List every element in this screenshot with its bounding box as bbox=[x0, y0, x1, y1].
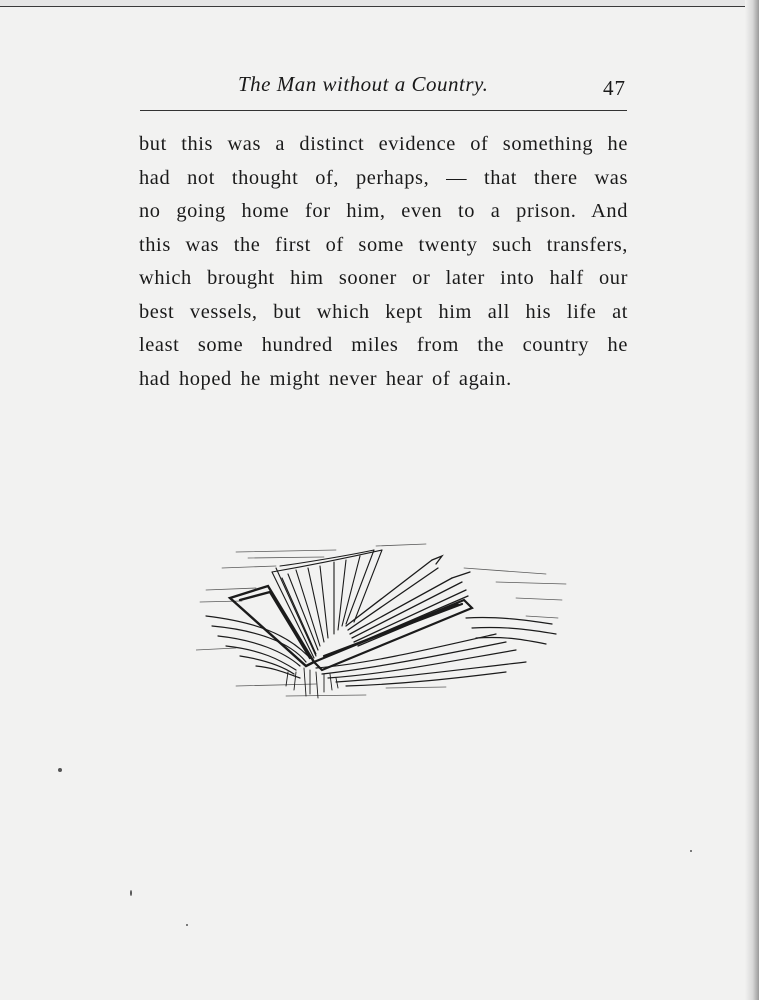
paper-speck bbox=[130, 890, 132, 896]
paper-speck bbox=[186, 924, 188, 926]
page-gutter-shadow bbox=[745, 0, 759, 1000]
running-title: The Man without a Country. bbox=[238, 72, 489, 96]
running-head bbox=[0, 70, 759, 106]
header-rule bbox=[140, 110, 627, 111]
text-line: no going home for him, even to a prison. And bbox=[139, 200, 628, 222]
text-line: had not thought of, perhaps, — that there was bbox=[139, 166, 628, 189]
body-paragraph bbox=[139, 128, 628, 396]
text-line: this was the first of some twenty such transfers, bbox=[139, 233, 628, 256]
text-line: least some hundred miles from the country he bbox=[139, 334, 628, 356]
text-line: which brought him sooner or later into half our bbox=[139, 267, 628, 289]
top-edge-rule bbox=[0, 0, 759, 7]
text-line: had hoped he might never hear of again. bbox=[139, 367, 512, 390]
text-line: but this was a distinct evidence of something he bbox=[139, 133, 628, 155]
paper-speck bbox=[690, 850, 692, 852]
open-book-floating-on-water-icon bbox=[196, 538, 572, 704]
paper-speck bbox=[58, 768, 62, 772]
page-number: 47 bbox=[603, 76, 626, 100]
text-line: best vessels, but which kept him all his life at bbox=[139, 300, 628, 323]
